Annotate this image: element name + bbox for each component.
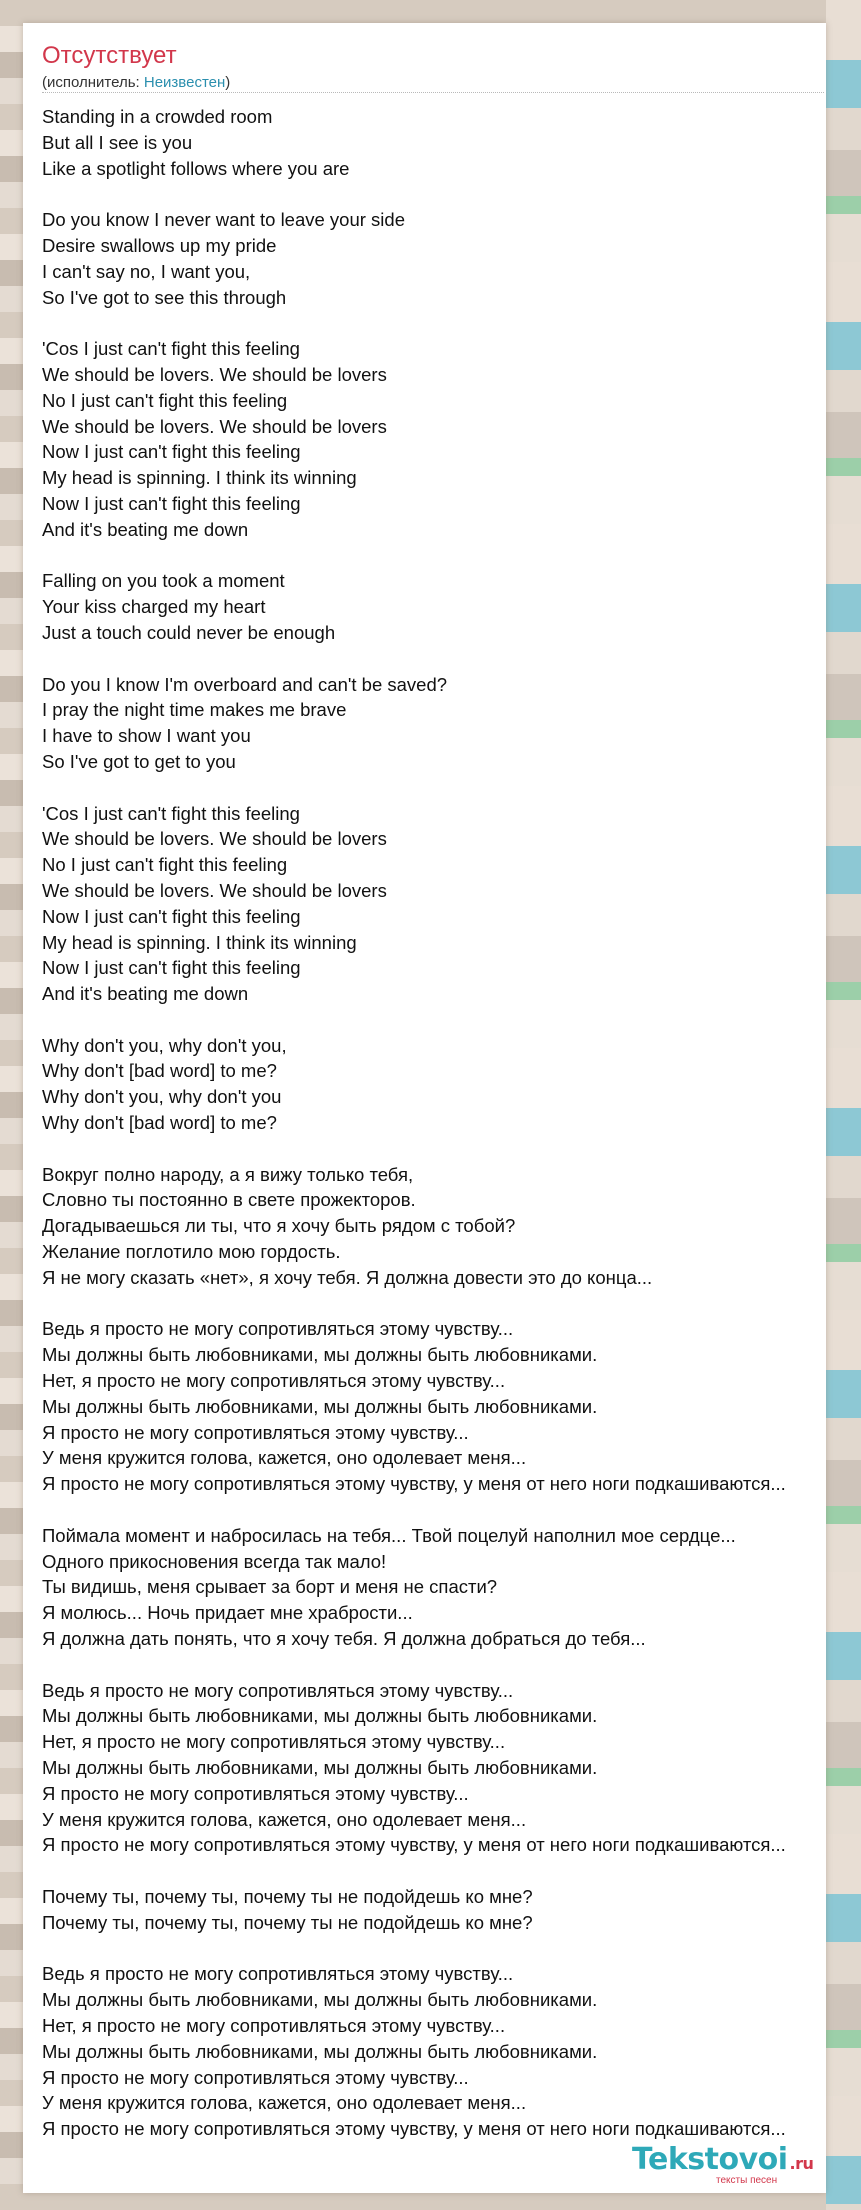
stanza-break: [42, 1007, 826, 1033]
lyric-line: We should be lovers. We should be lovers: [42, 828, 387, 850]
logo-tld: .ru: [789, 2154, 814, 2173]
site-logo[interactable]: [632, 2142, 826, 2190]
lyric-line: У меня кружится голова, кажется, оно одолевает меня...: [42, 2092, 527, 2114]
lyric-line: Just a touch could never be enough: [42, 621, 336, 643]
stanza-break: [42, 181, 826, 207]
lyric-line: Why don't you, why don't you,: [42, 1034, 287, 1056]
stanza-break: [42, 1858, 826, 1884]
lyric-line: My head is spinning. I think its winning: [42, 931, 357, 953]
lyric-line: Почему ты, почему ты, почему ты не подойдешь ко мне?: [42, 1911, 533, 1933]
lyric-line: Do you I know I'm overboard and can't be saved?: [42, 673, 448, 695]
lyric-line: Поймала момент и набросилась на тебя... Твой поцелуй наполнил мое сердце...: [42, 1524, 736, 1546]
lyric-line: Нет, я просто не могу сопротивляться этому чувству...: [42, 1370, 506, 1392]
lyric-line: Мы должны быть любовниками, мы должны быть любовниками.: [42, 1989, 598, 2011]
lyrics-sheet: [23, 23, 826, 2193]
lyric-line: We should be lovers. We should be lovers: [42, 363, 387, 385]
lyric-line: Now I just can't fight this feeling: [42, 492, 301, 514]
lyric-line: Желание поглотило мою гордость.: [42, 1241, 341, 1263]
lyric-line: No I just can't fight this feeling: [42, 389, 288, 411]
lyric-line: Like a spotlight follows where you are: [42, 157, 350, 179]
stanza-break: [42, 1291, 826, 1317]
artist-suffix: ): [225, 74, 231, 91]
lyric-line: No I just can't fight this feeling: [42, 854, 288, 876]
logo-name: Tekstovoi: [632, 2142, 788, 2177]
stanza-break: [42, 1936, 826, 1962]
lyric-line: Why don't [bad word] to me?: [42, 1060, 277, 1082]
artist-prefix: (исполнитель:: [42, 74, 144, 91]
lyric-line: Ведь я просто не могу сопротивляться этому чувству...: [42, 1318, 514, 1340]
lyric-line: Мы должны быть любовниками, мы должны быть любовниками.: [42, 1344, 598, 1366]
lyric-line: Your kiss charged my heart: [42, 596, 266, 618]
lyric-line: So I've got to get to you: [42, 750, 236, 772]
lyric-line: 'Cos I just can't fight this feeling: [42, 338, 300, 360]
lyric-line: So I've got to see this through: [42, 286, 287, 308]
lyric-line: У меня кружится голова, кажется, оно одолевает меня...: [42, 1808, 527, 1830]
lyric-line: Я должна дать понять, что я хочу тебя. Я должна добраться до тебя...: [42, 1628, 646, 1650]
lyric-line: Ведь я просто не могу сопротивляться этому чувству...: [42, 1679, 514, 1701]
lyric-line: Мы должны быть любовниками, мы должны быть любовниками.: [42, 1395, 598, 1417]
stanza-break: [42, 1136, 826, 1162]
lyric-line: Я просто не могу сопротивляться этому чувству...: [42, 1421, 469, 1443]
stanza-break: [42, 646, 826, 672]
lyric-line: Мы должны быть любовниками, мы должны быть любовниками.: [42, 1705, 598, 1727]
background-strip: [826, 0, 861, 2210]
stanza-break: [42, 1497, 826, 1523]
lyric-line: Догадываешься ли ты, что я хочу быть рядом с тобой?: [42, 1215, 516, 1237]
lyric-line: Я просто не могу сопротивляться этому чувству, у меня от него ноги подкашиваются...: [42, 2118, 786, 2140]
lyric-line: Desire swallows up my pride: [42, 234, 277, 256]
lyric-line: У меня кружится голова, кажется, оно одолевает меня...: [42, 1447, 527, 1469]
stanza-break: [42, 1652, 826, 1678]
lyric-line: Standing in a crowded room: [42, 106, 273, 127]
lyric-line: Now I just can't fight this feeling: [42, 905, 301, 927]
song-title: Отсутствует: [42, 42, 177, 69]
lyric-line: Я просто не могу сопротивляться этому чувству...: [42, 2066, 469, 2088]
stanza-break: [42, 543, 826, 569]
lyric-line: Я не могу сказать «нет», я хочу тебя. Я должна довести это до конца...: [42, 1266, 653, 1288]
artist-link[interactable]: Неизвестен: [143, 74, 226, 91]
stanza-break: [42, 775, 826, 801]
lyric-line: Now I just can't fight this feeling: [42, 957, 301, 979]
lyric-line: Ведь я просто не могу сопротивляться этому чувству...: [42, 1963, 514, 1985]
lyric-line: Я просто не могу сопротивляться этому чувству, у меня от него ноги подкашиваются...: [42, 1834, 786, 1856]
lyric-line: And it's beating me down: [42, 518, 249, 540]
lyric-line: Do you know I never want to leave your side: [42, 209, 405, 231]
lyric-line: Why don't you, why don't you: [42, 1086, 282, 1108]
lyrics-text: [42, 104, 826, 2142]
lyric-line: We should be lovers. We should be lovers: [42, 415, 387, 437]
lyric-line: My head is spinning. I think its winning: [42, 467, 357, 489]
lyric-line: But all I see is you: [42, 131, 193, 153]
lyric-line: Мы должны быть любовниками, мы должны быть любовниками.: [42, 1757, 598, 1778]
lyric-line: Нет, я просто не могу сопротивляться этому чувству...: [42, 1731, 506, 1753]
logo-tagline: тексты песен: [716, 2175, 778, 2186]
lyric-line: I pray the night time makes me brave: [42, 699, 347, 721]
lyric-line: Why don't [bad word] to me?: [42, 1112, 277, 1134]
stanza-break: [42, 310, 826, 336]
lyric-line: Falling on you took a moment: [42, 570, 285, 592]
lyric-line: Словно ты постоянно в свете прожекторов.: [42, 1189, 416, 1211]
lyric-line: I have to show I want you: [42, 725, 251, 747]
lyric-line: Now I just can't fight this feeling: [42, 441, 301, 463]
lyric-line: I can't say no, I want you,: [42, 260, 251, 282]
artist-line: [42, 74, 230, 92]
lyric-line: Я просто не могу сопротивляться этому чувству, у меня от него ноги подкашиваются...: [42, 1473, 786, 1495]
lyric-line: Нет, я просто не могу сопротивляться этому чувству...: [42, 2014, 506, 2036]
lyric-line: 'Cos I just can't fight this feeling: [42, 802, 300, 824]
title-divider: [42, 92, 824, 93]
lyric-line: Почему ты, почему ты, почему ты не подойдешь ко мне?: [42, 1885, 533, 1907]
lyric-line: Одного прикосновения всегда так мало!: [42, 1550, 387, 1572]
lyric-line: And it's beating me down: [42, 983, 249, 1005]
lyric-line: Ты видишь, меня срывает за борт и меня не спасти?: [42, 1576, 498, 1598]
lyric-line: We should be lovers. We should be lovers: [42, 879, 387, 901]
lyric-line: Я просто не могу сопротивляться этому чувству...: [42, 1782, 469, 1804]
lyric-line: Мы должны быть любовниками, мы должны быть любовниками.: [42, 2040, 598, 2062]
lyric-line: Я молюсь... Ночь придает мне храбрости...: [42, 1602, 413, 1624]
lyric-line: Вокруг полно народу, а я вижу только тебя,: [42, 1163, 414, 1185]
